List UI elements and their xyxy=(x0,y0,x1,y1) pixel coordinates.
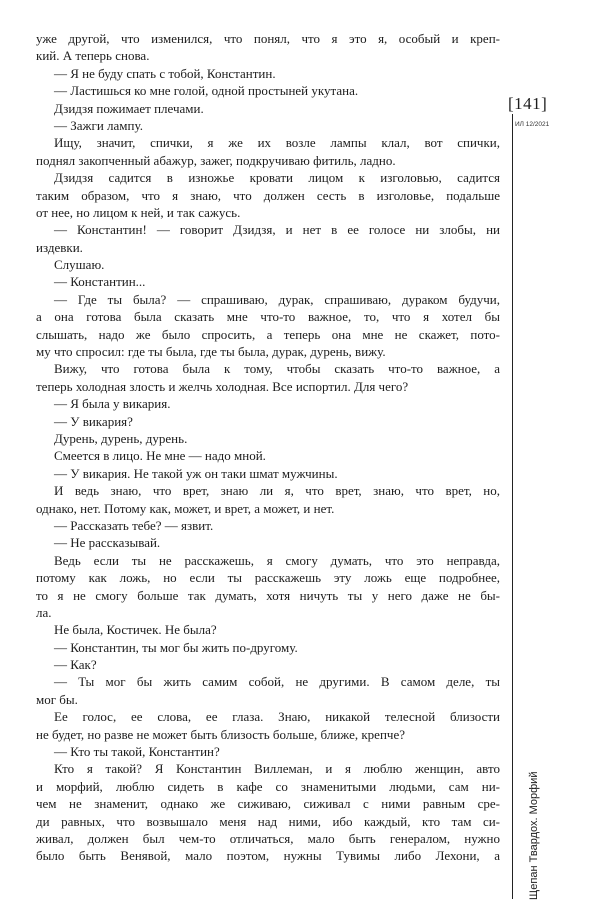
text-line: — Рассказать тебе? — язвит. xyxy=(54,517,214,533)
text-line: то я не смогу больше так думать, хотя ничуть ты у него даже не бы- xyxy=(36,587,500,603)
issue-label: ИЛ 12/2021 xyxy=(515,121,550,128)
text-line: Ведь если ты не расскажешь, я смогу думать, что это неправда, xyxy=(54,552,500,568)
text-line: — Ластишься ко мне голой, одной простыней укутана. xyxy=(54,83,359,99)
text-line: Дзидзя садится в изножье кровати лицом к изголовью, садится xyxy=(54,170,500,186)
text-line: было быть Венявой, мало поэтом, нужны Тувимы либо Лехони, а xyxy=(36,848,500,864)
text-line: — У викария. Не такой уж он таки шмат мужчины. xyxy=(54,465,338,481)
side-divider xyxy=(512,114,513,899)
text-line: слышать, надо же было спросить, а теперь она мне не скажет, пото- xyxy=(36,326,500,342)
text-line: живал, должен был чем-то отличаться, мало быть генералом, нужно xyxy=(36,830,500,846)
text-line: кий. А теперь снова. xyxy=(36,48,150,64)
text-line: — Зажги лампу. xyxy=(54,117,143,133)
text-line: от нее, но лицом к ней, и так сажусь. xyxy=(36,204,241,220)
text-line: — Я была у викария. xyxy=(54,396,171,412)
text-line: поднял закопченный абажур, зажег, подкручиваю фитиль, ладно. xyxy=(36,152,396,168)
text-line: — Константин, ты мог бы жить по-другому. xyxy=(54,639,298,655)
text-line: чем не знаменит, однако же сиживаю, сиживал с ними равным сре- xyxy=(36,796,500,812)
running-head: Щепан Твардох. Морфий xyxy=(528,771,540,900)
text-line: Ищу, значит, спички, я же их возле лампы клал, вот спички, xyxy=(54,135,500,151)
text-line: потому как ложь, но если ты расскажешь эту ложь еще подробнее, xyxy=(36,570,500,586)
text-line: Ее голос, ее слова, ее глаза. Знаю, никакой телесной близости xyxy=(54,709,500,725)
text-line: ла. xyxy=(36,604,52,620)
text-line: Вижу, что готова была к тому, чтобы сказать что-то важное, а xyxy=(54,361,500,377)
text-line: уже другой, что изменился, что понял, что я это я, особый и креп- xyxy=(36,31,500,46)
text-line: — Константин... xyxy=(54,274,146,290)
text-line: а она готова была сказать мне что-то важное, то, что я хотел бы xyxy=(36,309,500,325)
text-line: теперь холодная злость и желчь холодная. Все испортил. Для чего? xyxy=(36,378,409,394)
text-line: Не была, Костичек. Не была? xyxy=(54,622,217,638)
text-line: и морфий, люблю сидеть в кафе со знаменитыми людьми, сам ни- xyxy=(36,778,500,794)
text-line: И ведь знаю, что врет, знаю ли я, что врет, знаю, что врет, но, xyxy=(54,483,500,499)
text-line: Дурень, дурень, дурень. xyxy=(54,430,188,446)
text-line: — Не рассказывай. xyxy=(54,535,161,551)
text-line: — Константин! — говорит Дзидзя, и нет в ее голосе ни злобы, ни xyxy=(54,222,500,238)
text-line: — Ты мог бы жить самим собой, не другими. В самом деле, ты xyxy=(54,674,500,690)
text-line: не будет, но разве не может быть близость больше, ближе, крепче? xyxy=(36,726,405,742)
text-line: му что спросил: где ты была, где ты была, дурак, дурень, вижу. xyxy=(36,344,386,360)
article-text xyxy=(36,30,500,865)
page-number: [141] xyxy=(508,94,548,113)
text-line: — Как? xyxy=(54,657,97,673)
text-line: Дзидзя пожимает плечами. xyxy=(54,100,204,116)
text-line: Смеется в лицо. Не мне — надо мной. xyxy=(54,448,266,464)
text-line: мог бы. xyxy=(36,691,78,707)
text-line: — У викария? xyxy=(54,413,133,429)
text-line: — Где ты была? — спрашиваю, дурак, спрашиваю, дураком будучи, xyxy=(54,291,500,307)
text-line: ди равных, что возвышало меня над ними, ибо каждый, кто там си- xyxy=(36,813,500,829)
text-line: Слушаю. xyxy=(54,257,105,273)
text-line: Кто я такой? Я Константин Виллеман, и я люблю женщин, авто xyxy=(54,761,500,777)
text-line: таким образом, что я знаю, что должен сесть в изголовье, подальше xyxy=(36,187,500,203)
text-line: издевки. xyxy=(36,239,83,255)
text-line: — Кто ты такой, Константин? xyxy=(54,744,220,760)
text-line: — Я не буду спать с тобой, Константин. xyxy=(54,65,276,81)
text-line: однако, нет. Потому как, может, и врет, а может, и нет. xyxy=(36,500,335,516)
